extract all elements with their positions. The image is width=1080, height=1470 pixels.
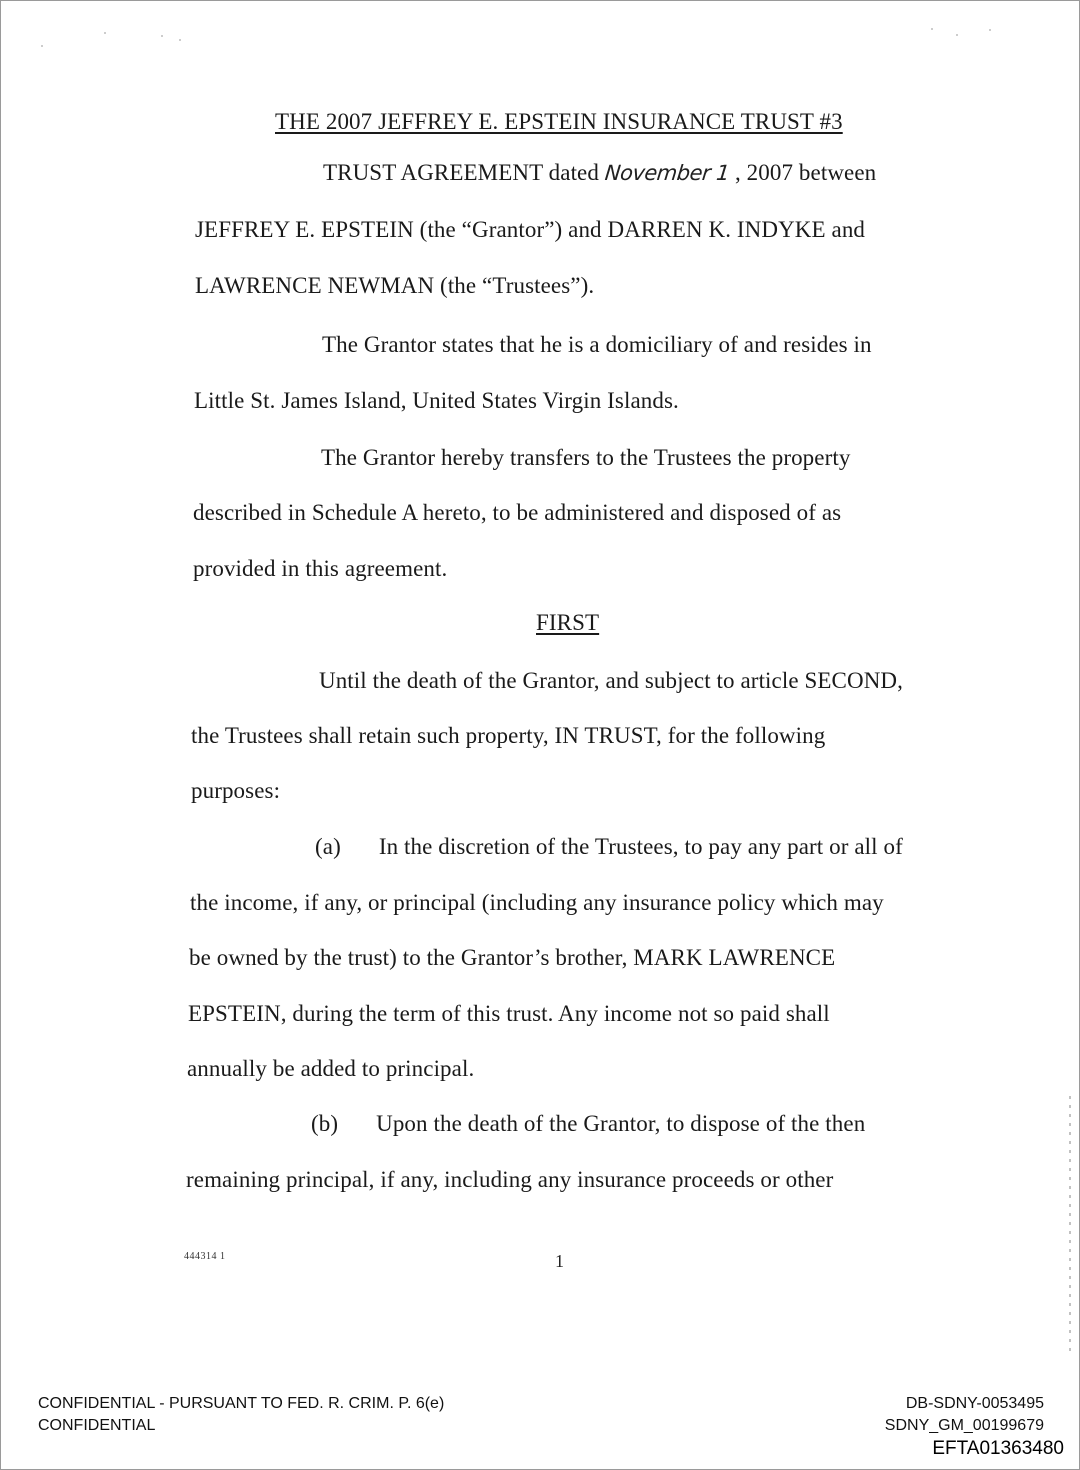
document-title: THE 2007 JEFFREY E. EPSTEIN INSURANCE TRUST #3 [275,109,843,134]
scan-edge-artifact [1069,1096,1071,1356]
transfer-line-1: The Grantor hereby transfers to the Trustees the property [321,445,851,470]
clause-b-line-2: remaining principal, if any, including any insurance proceeds or other [186,1167,834,1192]
article-first-line-1: Until the death of the Grantor, and subject to article SECOND, [319,668,903,693]
transfer-line-3: provided in this agreement. [193,556,448,581]
clause-a-line-3: be owned by the trust) to the Grantor’s brother, MARK LAWRENCE [189,945,836,970]
scan-speck [179,39,181,41]
confidential-notice-2: CONFIDENTIAL [38,1417,156,1434]
scan-speck [931,28,933,30]
scan-speck [989,29,991,31]
confidential-notice-1: CONFIDENTIAL - PURSUANT TO FED. R. CRIM. P. 6(e) [38,1395,445,1412]
bates-number-1: DB-SDNY-0053495 [905,1395,1044,1412]
clause-a-line-1 [315,834,903,860]
scan-speck [956,34,958,36]
article-first-line-3: purposes: [191,778,281,803]
clause-a-line-4: EPSTEIN, during the term of this trust. Any income not so paid shall [188,1001,830,1026]
domicile-line-2: Little St. James Island, United States Virgin Islands. [194,388,679,413]
opening-line-2: JEFFREY E. EPSTEIN (the “Grantor”) and DARREN K. INDYKE and [195,217,866,242]
domicile-line-1: The Grantor states that he is a domiciliary of and resides in [322,332,872,357]
opening-text-start: TRUST AGREEMENT dated [323,160,599,185]
handwritten-date: November 1 [603,161,731,185]
clause-a-line-2: the income, if any, or principal (including any insurance policy which may [190,890,884,915]
document-code: 444314 1 [184,1251,226,1262]
clause-b-label: (b) [311,1111,339,1136]
opening-line-3: LAWRENCE NEWMAN (the “Trustees”). [195,273,595,298]
article-first-line-2: the Trustees shall retain such property, IN TRUST, for the following [191,723,826,748]
efta-identifier: EFTA01363480 [932,1438,1064,1459]
page-number: 1 [555,1251,564,1271]
transfer-line-2: described in Schedule A hereto, to be administered and disposed of as [193,500,842,525]
article-heading-first: FIRST [536,610,600,635]
bates-number-2: SDNY_GM_00199679 [884,1417,1044,1434]
opening-text-end: , 2007 between [734,160,877,185]
clause-a-line-5: annually be added to principal. [187,1056,475,1081]
scan-speck [161,35,163,37]
clause-b-text: Upon the death of the Grantor, to dispose of the then [376,1111,866,1136]
clause-a-label: (a) [315,834,341,859]
scan-speck [104,32,106,34]
opening-line-1 [323,160,876,186]
scan-speck [41,45,43,47]
clause-b-line-1 [311,1111,865,1137]
clause-a-text: In the discretion of the Trustees, to pay any part or all of [378,834,903,859]
